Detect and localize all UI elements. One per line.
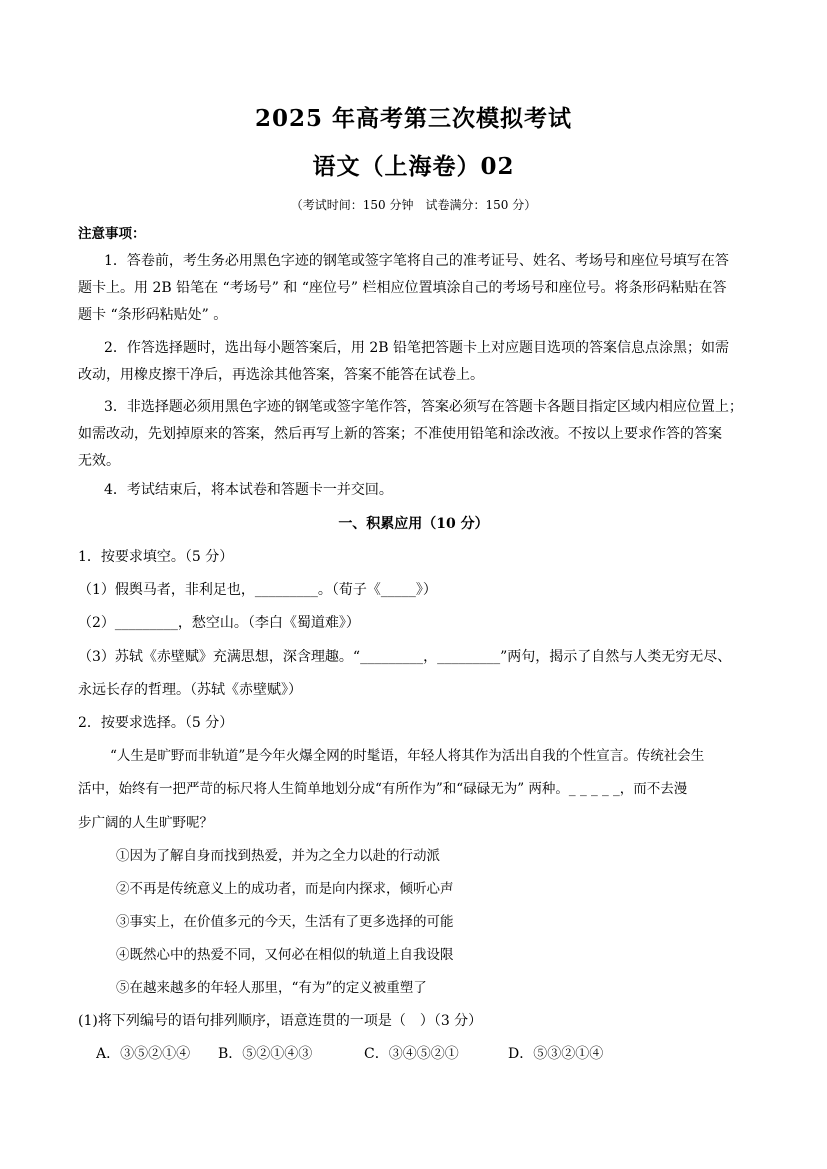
question-2-sub1: (1)将下列编号的语句排列顺序，语意连贯的一项是（ ）（3 分）: [78, 1013, 483, 1029]
passage-line: 步广阔的人生旷野呢？: [78, 815, 213, 831]
sentence-option: ①因为了解自身而找到热爱，并为之全力以赴的行动派: [116, 848, 440, 864]
question-1-stem: 1．按要求填空。（5 分）: [78, 549, 234, 565]
section-heading: 一、积累应用（10 分）: [338, 516, 489, 532]
choice-b: B．⑤②①④③: [218, 1046, 313, 1062]
passage-line: 活中，始终有一把严苛的标尺将人生简单地划分成“有所作为”和“碌碌无为” 两种。_ _ _ _ _，而不去漫: [78, 781, 688, 797]
question-1-item: 永远长存的哲理。（苏轼《赤壁赋》）: [78, 682, 302, 698]
question-1-item: （1）假舆马者，非利足也，_________。（荀子《_____》）: [78, 582, 437, 598]
notice-heading: 注意事项：: [78, 226, 146, 242]
choice-d: D．⑤③②①④: [508, 1046, 604, 1062]
sentence-option: ②不再是传统意义上的成功者，而是向内探求，倾听心声: [116, 881, 454, 897]
sentence-option: ④既然心中的热爱不同，又何必在相似的轨道上自我设限: [116, 947, 454, 963]
question-1-item: （3）苏轼《赤壁赋》充满思想，深含理趣。“_________，_________”两句，揭示了自然与人类无穷无尽、: [78, 649, 732, 665]
exam-title: 2025 年高考第三次模拟考试: [254, 105, 573, 132]
notice-line: 1．答卷前，考生务必用黑色字迹的钢笔或签字笔将自己的准考证号、姓名、考场号和座位号填写在答: [104, 253, 729, 269]
passage-line: “人生是旷野而非轨道”是今年火爆全网的时髦语，年轻人将其作为活出自我的个性宣言。传统社会生: [110, 748, 705, 764]
exam-info: （考试时间：150 分钟 试卷满分：150 分）: [290, 198, 537, 212]
notice-line: 4．考试结束后，将本试卷和答题卡一并交回。: [104, 482, 393, 498]
question-2-stem: 2．按要求选择。（5 分）: [78, 715, 234, 731]
notice-line: 2．作答选择题时，选出每小题答案后，用 2B 铅笔把答题卡上对应题目选项的答案信息点涂黑；如需: [104, 340, 730, 356]
sentence-option: ⑤在越来越多的年轻人那里，“有为”的定义被重塑了: [116, 980, 427, 996]
notice-line: 如需改动，先划掉原来的答案，然后再写上新的答案；不准使用铅笔和涂改液。不按以上要求作答的答案: [78, 426, 722, 442]
question-1-item: （2）_________，愁空山。（李白《蜀道难》）: [78, 615, 360, 631]
notice-line: 题卡 “条形码粘贴处” 。: [78, 307, 228, 323]
notice-line: 3．非选择题必须用黑色字迹的钢笔或签字笔作答，答案必须写在答题卡各题目指定区域内相应位置上；: [104, 399, 743, 415]
notice-line: 改动，用橡皮擦干净后，再选涂其他答案，答案不能答在试卷上。: [78, 367, 484, 383]
notice-line: 题卡上。用 2B 铅笔在 “考场号” 和 “座位号” 栏相应位置填涂自己的考场号和座位号。将条形码粘贴在答: [78, 280, 727, 296]
answer-choices: [96, 1044, 736, 1064]
choice-a: A．③⑤②①④: [96, 1046, 191, 1062]
exam-subtitle: 语文（上海卷）02: [312, 153, 515, 180]
sentence-option: ③事实上，在价值多元的今天，生活有了更多选择的可能: [116, 914, 454, 930]
choice-c: C．③④⑤②①: [364, 1046, 459, 1062]
notice-line: 无效。: [78, 453, 120, 469]
